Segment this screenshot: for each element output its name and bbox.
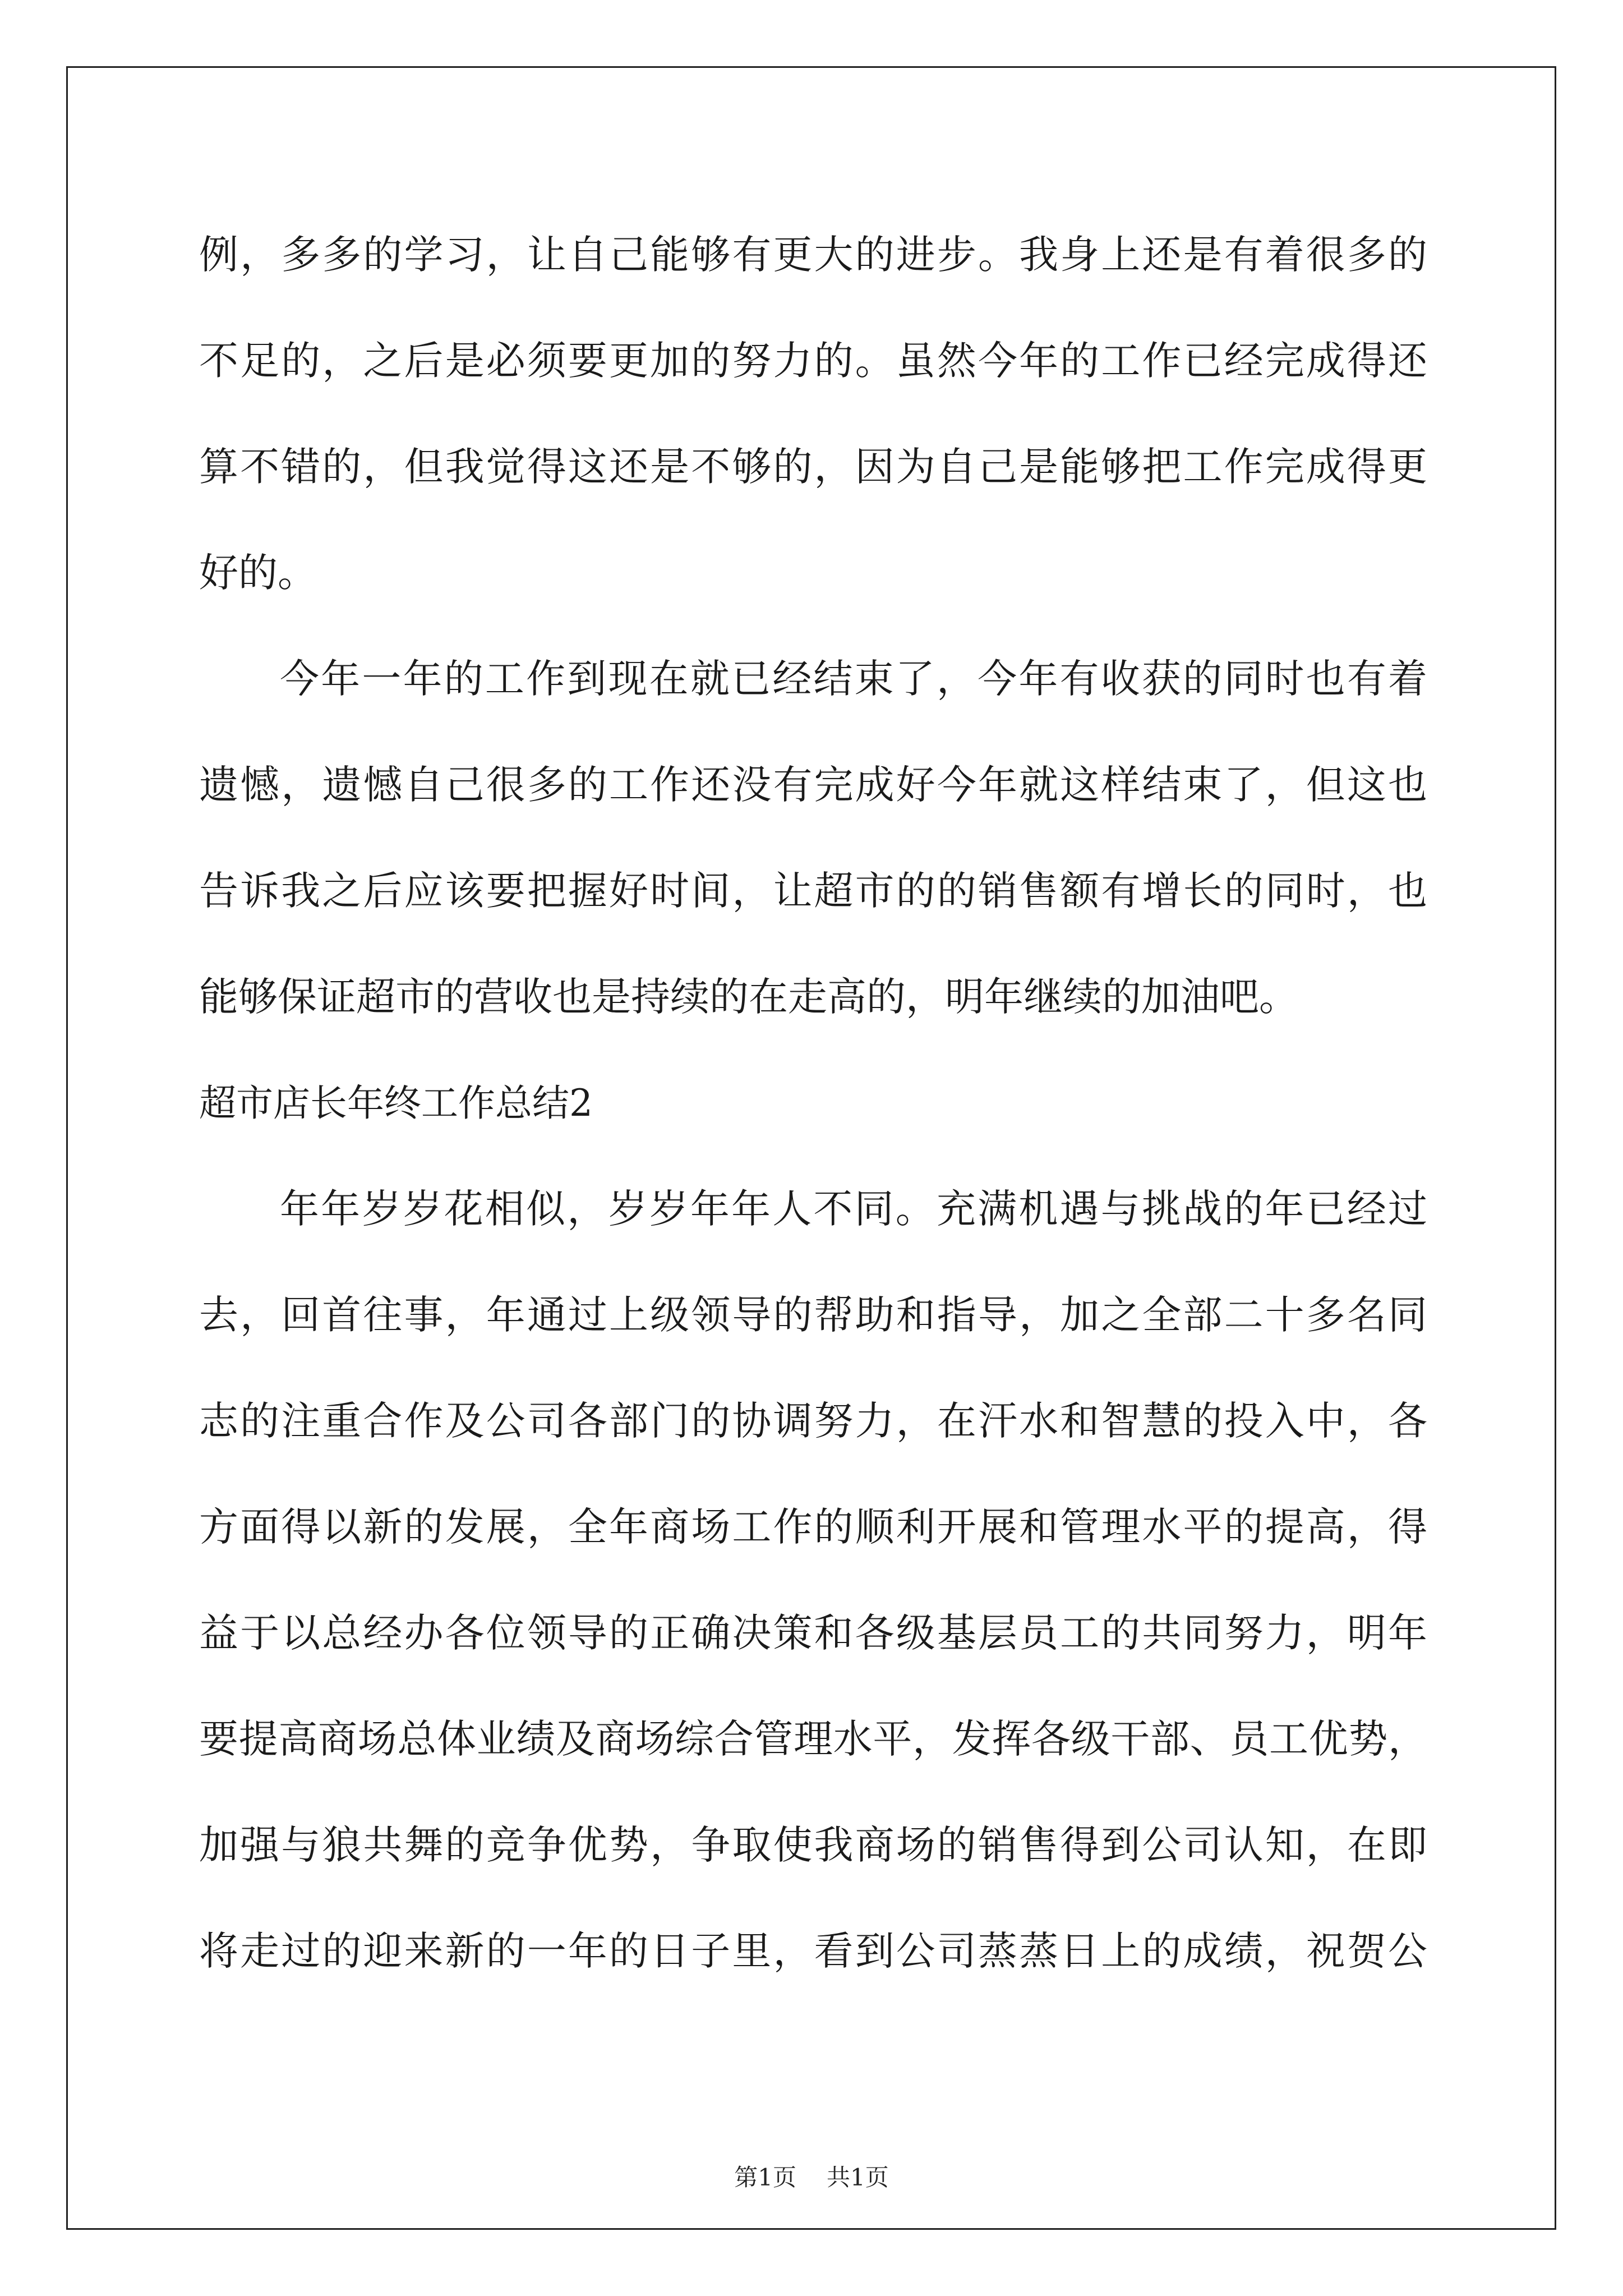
section-heading: 超市店长年终工作总结2 [199,1082,593,1125]
text-line: 好的。 [199,550,317,596]
page-footer [0,2161,1623,2194]
text-line: 方面得以新的发展，全年商场工作的顺利开展和管理水平的提高，得 [199,1504,1427,1550]
text-line: 志的注重合作及公司各部门的协调努力，在汗水和智慧的投入中，各 [199,1398,1427,1444]
text-line: 能够保证超市的营收也是持续的在走高的，明年继续的加油吧。 [199,974,1298,1020]
paragraph [199,1156,1427,2004]
text-line: 不足的，之后是必须要更加的努力的。虽然今年的工作已经完成得还 [199,338,1427,384]
document-body [199,202,1427,2004]
paragraph [199,202,1427,626]
text-line: 益于以总经办各位领导的正确决策和各级基层员工的共同努力，明年 [199,1610,1427,1656]
text-line: 去，回首往事，年通过上级领导的帮助和指导，加之全部二十多名同 [199,1292,1427,1338]
text-line: 要提高商场总体业绩及商场综合管理水平，发挥各级干部、员工优势， [199,1716,1427,1762]
text-line: 例，多多的学习，让自己能够有更大的进步。我身上还是有着很多的 [199,232,1427,278]
text-line: 遗憾，遗憾自己很多的工作还没有完成好今年就这样结束了，但这也 [199,762,1427,808]
paragraph [199,626,1427,1050]
text-line: 今年一年的工作到现在就已经结束了，今年有收获的同时也有着 [280,656,1427,702]
text-line: 算不错的，但我觉得这还是不够的，因为自己是能够把工作完成得更 [199,444,1427,490]
text-line: 将走过的迎来新的一年的日子里，看到公司蒸蒸日上的成绩，祝贺公 [199,1928,1427,1974]
text-line: 加强与狼共舞的竞争优势，争取使我商场的销售得到公司认知，在即 [199,1822,1427,1868]
page-number: 第1页 [734,2164,796,2191]
total-pages: 共1页 [827,2164,889,2191]
text-line: 告诉我之后应该要把握好时间，让超市的的销售额有增长的同时，也 [199,868,1427,914]
text-line: 年年岁岁花相似，岁岁年年人不同。充满机遇与挑战的年已经过 [280,1186,1427,1232]
